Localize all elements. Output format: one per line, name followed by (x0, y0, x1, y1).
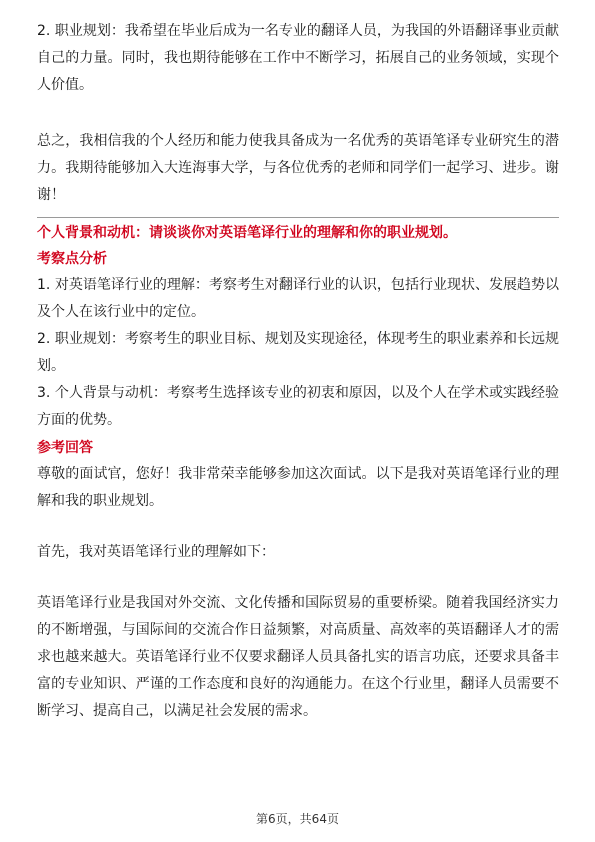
page-number: 第6页，共64页 (256, 812, 339, 826)
section-divider (37, 217, 559, 218)
spacer (37, 99, 559, 128)
question-title: 个人背景和动机：请谈谈你对英语笔译行业的理解和你的职业规划。 (37, 225, 457, 241)
conclusion-paragraph: 总之，我相信我的个人经历和能力使我具备成为一名优秀的英语笔译专业研究生的潜力。我期待能够加入大连海事大学，与各位优秀的老师和同学们一起学习、进步。谢谢！ (37, 133, 559, 203)
page-content (37, 18, 559, 725)
answer-industry-paragraph: 英语笔译行业是我国对外交流、文化传播和国际贸易的重要桥梁。随着我国经济实力的不断增强，与国际间的交流合作日益频繁，对高质量、高效率的英语翻译人才的需求也越来越大。英语笔译行业不仅要求翻译人员具备扎实的语言功底，还要求具备丰富的专业知识、严谨的工作态度和良好的沟通能力。在这个行业里，翻译人员需要不断学习、提高自己，以满足社会发展的需求。 (37, 595, 559, 719)
answer-greeting: 尊敬的面试官，您好！我非常荣幸能够参加这次面试。以下是我对英语笔译行业的理解和我的职业规划。 (37, 466, 559, 509)
analysis-item-2: 2. 职业规划：考察考生的职业目标、规划及实现途径，体现考生的职业素养和长远规划。 (37, 331, 559, 374)
spacer (37, 515, 559, 539)
analysis-item-3: 3. 个人背景与动机：考察考生选择该专业的初衷和原因，以及个人在学术或实践经验方面的优势。 (37, 385, 559, 428)
career-plan-paragraph: 2. 职业规划：我希望在毕业后成为一名专业的翻译人员，为我国的外语翻译事业贡献自己的力量。同时，我也期待能够在工作中不断学习，拓展自己的业务领域，实现个人价值。 (37, 23, 559, 93)
answer-first: 首先，我对英语笔译行业的理解如下： (37, 544, 275, 560)
answer-heading: 参考回答 (37, 440, 93, 456)
analysis-heading: 考察点分析 (37, 251, 107, 267)
analysis-item-1: 1. 对英语笔译行业的理解：考察考生对翻译行业的认识，包括行业现状、发展趋势以及个人在该行业中的定位。 (37, 277, 559, 320)
spacer (37, 566, 559, 590)
